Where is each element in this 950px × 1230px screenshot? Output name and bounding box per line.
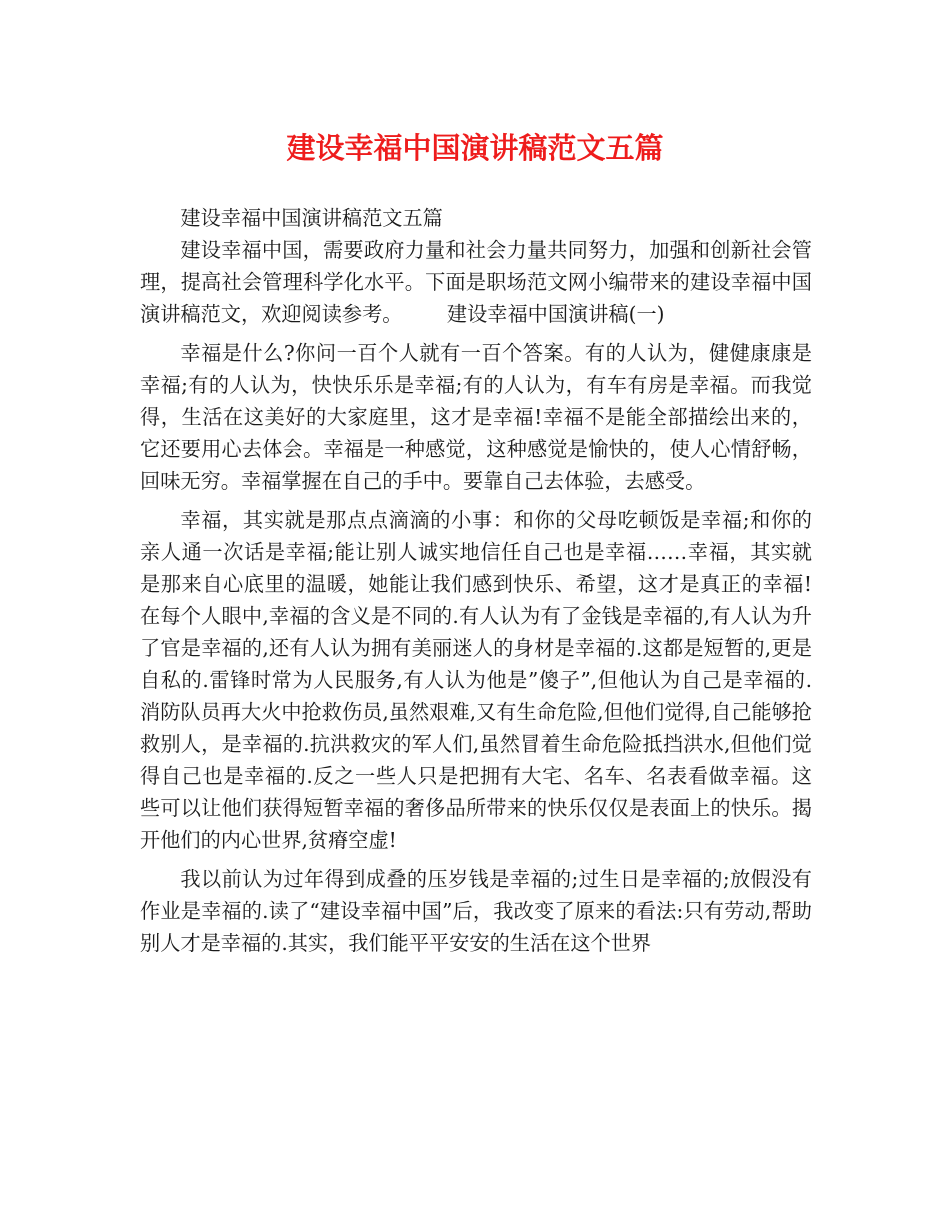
section-heading: 建设幸福中国演讲稿(一) — [446, 302, 665, 326]
document-title: 建设幸福中国演讲稿范文五篇 — [286, 131, 664, 165]
intro-paragraph — [140, 234, 812, 330]
body-paragraph: 我以前认为过年得到成叠的压岁钱是幸福的;过生日是幸福的;放假没有作业是幸福的.读了“建设幸福中国”后，我改变了原来的看法:只有劳动,帮助别人才是幸福的.其实，我们能平平安安的生活在这个世界 — [140, 867, 812, 955]
intro-text: 建设幸福中国，需要政府力量和社会力量共同努力，加强和创新社会管理，提高社会管理科学化水平。下面是职场范文网小编带来的建设幸福中国演讲稿范文，欢迎阅读参考。 — [140, 238, 812, 326]
document-subtitle: 建设幸福中国演讲稿范文五篇 — [180, 206, 443, 230]
document-body — [140, 202, 812, 966]
body-paragraph: 幸福，其实就是那点点滴滴的小事：和你的父母吃顿饭是幸福;和你的亲人通一次话是幸福;能让别人诚实地信任自己也是幸福……幸福，其实就是那来自心底里的温暖，她能让我们感到快乐、希望，这才是真正的幸福!在每个人眼中,幸福的含义是不同的.有人认为有了金钱是幸福的,有人认为升了官是幸福的,还有人认为拥有美丽迷人的身材是幸福的.这都是短暂的,更是自私的.雷锋时常为人民服务,有人认为他是”傻子”,但他认为自己是幸福的.消防队员再大火中抢救伤员,虽然艰难,又有生命危险,但他们觉得,自己能够抢救别人，是幸福的.抗洪救灾的军人们,虽然冒着生命危险抵挡洪水,但他们觉得自己也是幸福的.反之一些人只是把拥有大宅、名车、名表看做幸福。这些可以让他们获得短暂幸福的奢侈品所带来的快乐仅仅是表面上的快乐。揭开他们的内心世界,贫瘠空虚! — [140, 508, 812, 852]
body-paragraph: 幸福是什么?你问一百个人就有一百个答案。有的人认为，健健康康是幸福;有的人认为，快快乐乐是幸福;有的人认为，有车有房是幸福。而我觉得，生活在这美好的大家庭里，这才是幸福!幸福不是能全部描绘出来的，它还要用心去体会。幸福是一种感觉，这种感觉是愉快的，使人心情舒畅，回味无穷。幸福掌握在自己的手中。要靠自己去体验，去感受。 — [140, 341, 812, 493]
